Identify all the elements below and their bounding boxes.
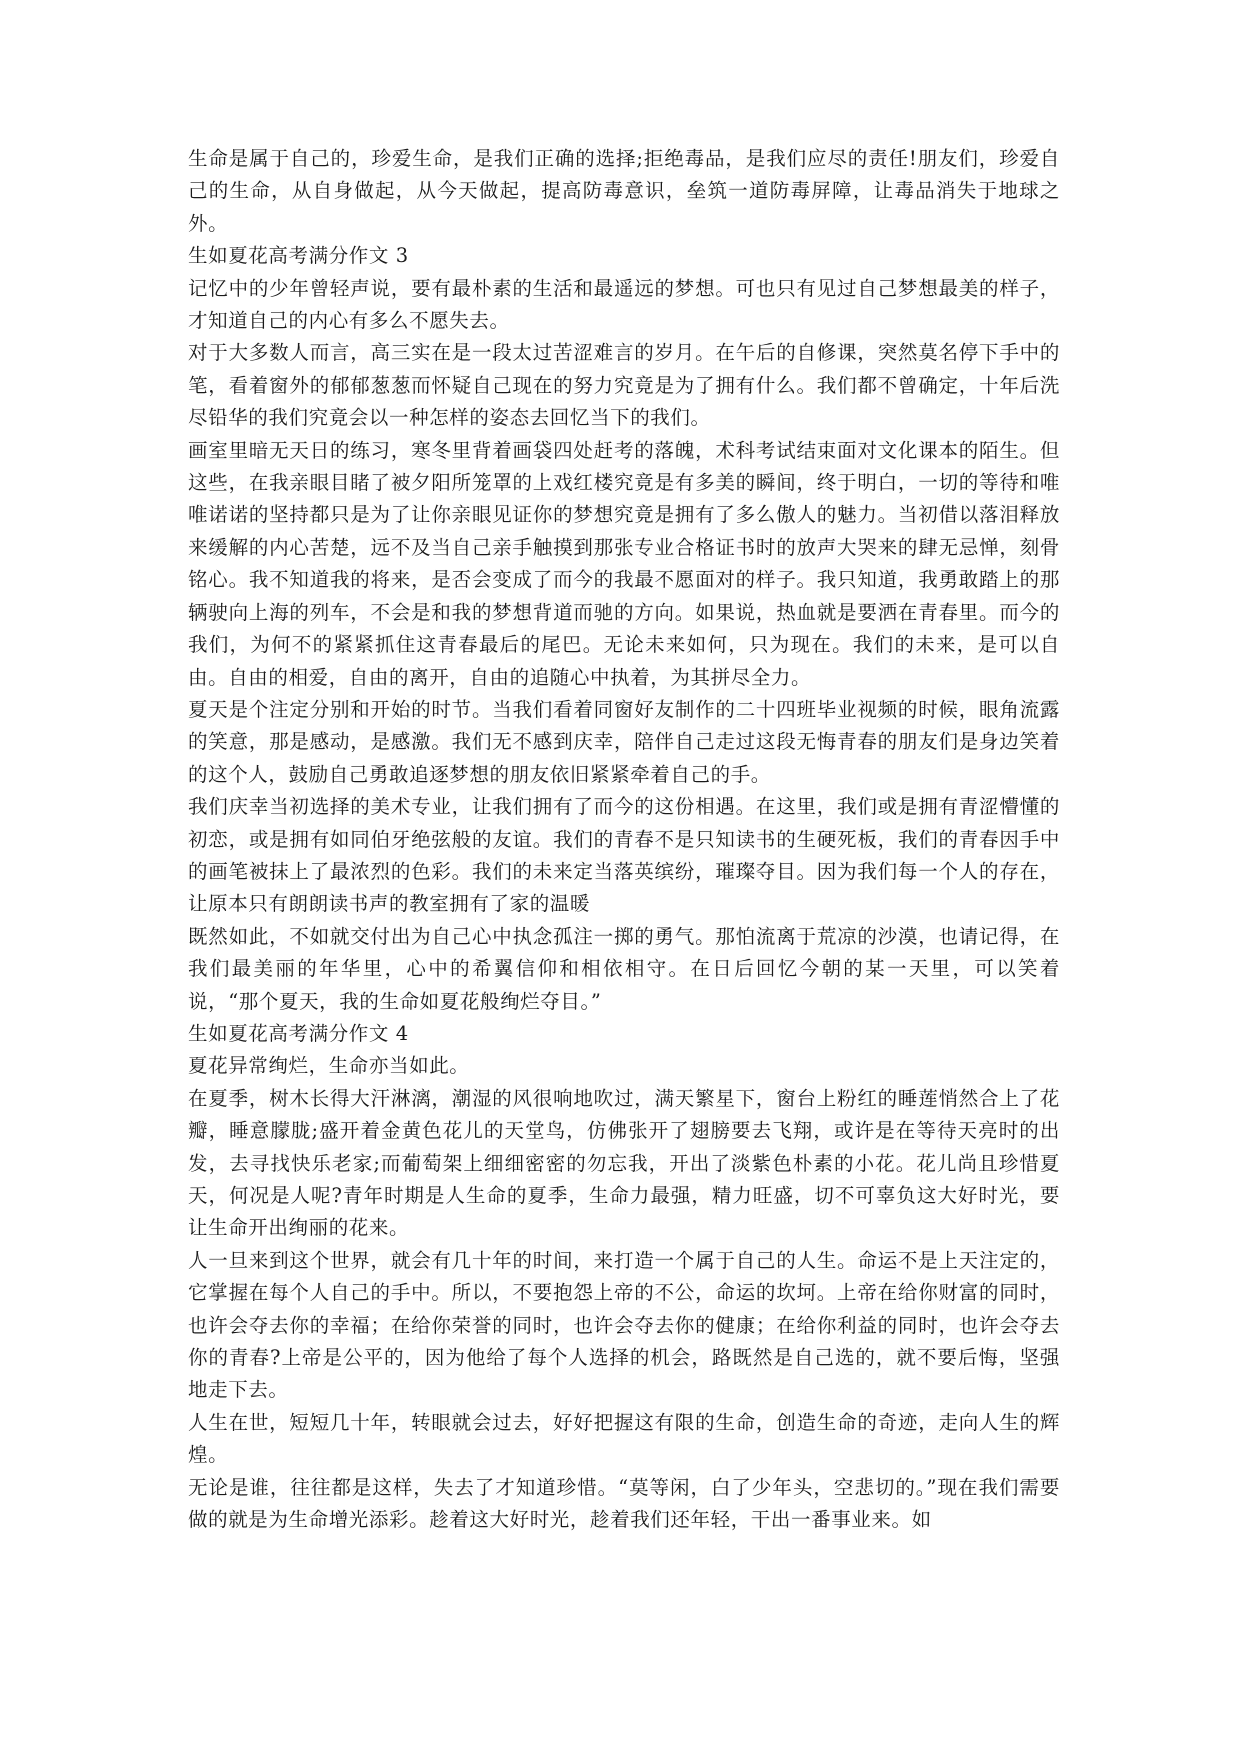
paragraph: 对于大多数人而言，高三实在是一段太过苦涩难言的岁月。在午后的自修课，突然莫名停下手中的笔，看着窗外的郁郁葱葱而怀疑自己现在的努力究竟是为了拥有什么。我们都不曾确定，十年后洗尽铅华的我们究竟会以一种怎样的姿态去回忆当下的我们。 — [188, 341, 1060, 430]
paragraph: 无论是谁，往往都是这样，失去了才知道珍惜。“莫等闲，白了少年头，空悲切的。”现在我们需要做的就是为生命增光添彩。趁着这大好时光，趁着我们还年轻，干出一番事业来。如 — [188, 1475, 1060, 1532]
document-body — [188, 143, 1060, 1536]
section-heading: 生如夏花高考满分作文 3 — [188, 244, 409, 268]
paragraph: 生命是属于自己的，珍爱生命，是我们正确的选择;拒绝毒品，是我们应尽的责任!朋友们，珍爱自己的生命，从自身做起，从今天做起，提高防毒意识，垒筑一道防毒屏障，让毒品消失于地球之外。 — [188, 147, 1060, 235]
paragraph: 记忆中的少年曾轻声说，要有最朴素的生活和最遥远的梦想。可也只有见过自己梦想最美的样子，才知道自己的内心有多么不愿失去。 — [188, 276, 1060, 333]
paragraph: 夏天是个注定分别和开始的时节。当我们看着同窗好友制作的二十四班毕业视频的时候，眼角流露的笑意，那是感动，是感激。我们无不感到庆幸，陪伴自己走过这段无悔青春的朋友们是身边笑着的这个人，鼓励自己勇敢追逐梦想的朋友依旧紧紧牵着自己的手。 — [188, 697, 1060, 786]
paragraph: 画室里暗无天日的练习，寒冬里背着画袋四处赶考的落魄，术科考试结束面对文化课本的陌生。但这些，在我亲眼目睹了被夕阳所笼罩的上戏红楼究竟是有多美的瞬间，终于明白，一切的等待和唯唯诺诺的坚持都只是为了让你亲眼见证你的梦想究竟是拥有了多么傲人的魅力。当初借以落泪释放来缓解的内心苦楚，远不及当自己亲手触摸到那张专业合格证书时的放声大哭来的肆无忌惮，刻骨铭心。我不知道我的将来，是否会变成了而今的我最不愿面对的样子。我只知道，我勇敢踏上的那辆驶向上海的列车，不会是和我的梦想背道而驰的方向。如果说，热血就是要洒在青春里。而今的我们，为何不的紧紧抓住这青春最后的尾巴。无论未来如何，只为现在。我们的未来，是可以自由。自由的相爱，自由的离开，自由的追随心中执着，为其拼尽全力。 — [188, 438, 1060, 689]
paragraph: 在夏季，树木长得大汗淋漓，潮湿的风很响地吹过，满天繁星下，窗台上粉红的睡莲悄然合上了花瓣，睡意朦胧;盛开着金黄色花儿的天堂鸟，仿佛张开了翅膀要去飞翔，或许是在等待天亮时的出发，去寻找快乐老家;而葡萄架上细细密密的勿忘我，开出了淡紫色朴素的小花。花儿尚且珍惜夏天，何况是人呢?青年时期是人生命的夏季，生命力最强，精力旺盛，切不可辜负这大好时光，要让生命开出绚丽的花来。 — [188, 1086, 1060, 1240]
paragraph: 既然如此，不如就交付出为自己心中执念孤注一掷的勇气。那怕流离于荒凉的沙漠，也请记得，在我们最美丽的年华里，心中的希翼信仰和相依相守。在日后回忆今朝的某一天里，可以笑着说，“那个夏天，我的生命如夏花般绚烂夺目。” — [188, 924, 1060, 1013]
paragraph: 人生在世，短短几十年，转眼就会过去，好好把握这有限的生命，创造生命的奇迹，走向人生的辉煌。 — [188, 1410, 1060, 1467]
section-heading: 生如夏花高考满分作文 4 — [188, 1021, 409, 1045]
paragraph: 人一旦来到这个世界，就会有几十年的时间，来打造一个属于自己的人生。命运不是上天注定的，它掌握在每个人自己的手中。所以，不要抱怨上帝的不公，命运的坎坷。上帝在给你财富的同时，也许会夺去你的幸福；在给你荣誉的同时，也许会夺去你的健康；在给你利益的同时，也许会夺去你的青春?上帝是公平的，因为他给了每个人选择的机会，路既然是自己选的，就不要后悔，坚强地走下去。 — [188, 1248, 1060, 1402]
paragraph: 夏花异常绚烂，生命亦当如此。 — [188, 1054, 470, 1078]
paragraph: 我们庆幸当初选择的美术专业，让我们拥有了而今的这份相遇。在这里，我们或是拥有青涩懵懂的初恋，或是拥有如同伯牙绝弦般的友谊。我们的青春不是只知读书的生硬死板，我们的青春因手中的画笔被抹上了最浓烈的色彩。我们的未来定当落英缤纷，璀璨夺目。因为我们每一个人的存在，让原本只有朗朗读书声的教室拥有了家的温暖 — [188, 795, 1060, 916]
